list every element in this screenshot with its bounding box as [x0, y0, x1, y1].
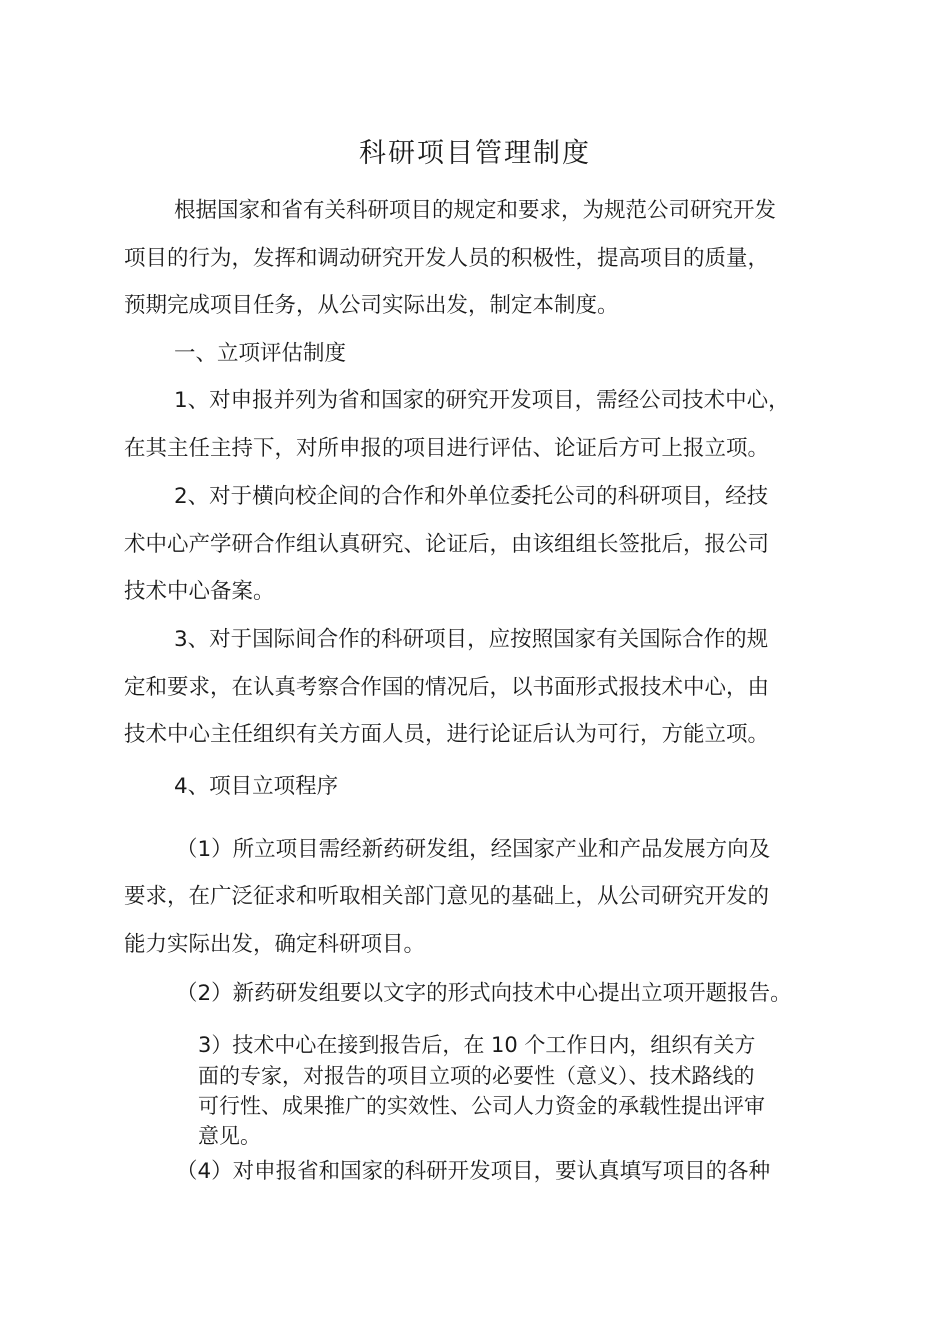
item-2-line-1: 2、对于横向校企间的合作和外单位委托公司的科研项目，经技	[174, 484, 769, 509]
sub-4-line: （4）对申报省和国家的科研开发项目，要认真填写项目的各种	[176, 1159, 771, 1184]
sub-3-line-2: 面的专家，对报告的项目立项的必要性（意义）、技术路线的	[198, 1064, 755, 1088]
item-1-line-2: 在其主任主持下，对所申报的项目进行评估、论证后方可上报立项。	[124, 436, 770, 461]
intro-line-3: 预期完成项目任务，从公司实际出发，制定本制度。	[124, 293, 619, 318]
sub-1-line-3: 能力实际出发，确定科研项目。	[124, 932, 426, 957]
item-4-heading: 4、项目立项程序	[174, 774, 339, 799]
section-1-heading: 一、立项评估制度	[174, 341, 347, 366]
intro-line-2: 项目的行为，发挥和调动研究开发人员的积极性，提高项目的质量，	[124, 246, 770, 271]
item-1-line-1: 1、对申报并列为省和国家的研究开发项目，需经公司技术中心，	[174, 388, 790, 413]
document-title: 科研项目管理制度	[359, 138, 591, 169]
item-2-line-2: 术中心产学研合作组认真研究、论证后，由该组组长签批后，报公司	[124, 532, 770, 557]
sub-2-line: （2）新药研发组要以文字的形式向技术中心提出立项开题报告。	[176, 981, 792, 1006]
sub-3-line-4: 意见。	[198, 1124, 261, 1148]
item-3-line-1: 3、对于国际间合作的科研项目，应按照国家有关国际合作的规	[174, 627, 769, 652]
sub-1-line-2: 要求，在广泛征求和听取相关部门意见的基础上，从公司研究开发的	[124, 884, 770, 909]
item-3-line-3: 技术中心主任组织有关方面人员，进行论证后认为可行，方能立项。	[124, 722, 770, 747]
sub-3-line-1: 3）技术中心在接到报告后，在 10 个工作日内，组织有关方	[198, 1033, 756, 1057]
sub-1-line-1: （1）所立项目需经新药研发组，经国家产业和产品发展方向及	[176, 837, 771, 862]
item-3-line-2: 定和要求，在认真考察合作国的情况后，以书面形式报技术中心，由	[124, 675, 770, 700]
intro-line-1: 根据国家和省有关科研项目的规定和要求，为规范公司研究开发	[174, 198, 777, 223]
item-2-line-3: 技术中心备案。	[124, 579, 275, 604]
sub-3-line-3: 可行性、成果推广的实效性、公司人力资金的承载性提出评审	[198, 1094, 765, 1118]
